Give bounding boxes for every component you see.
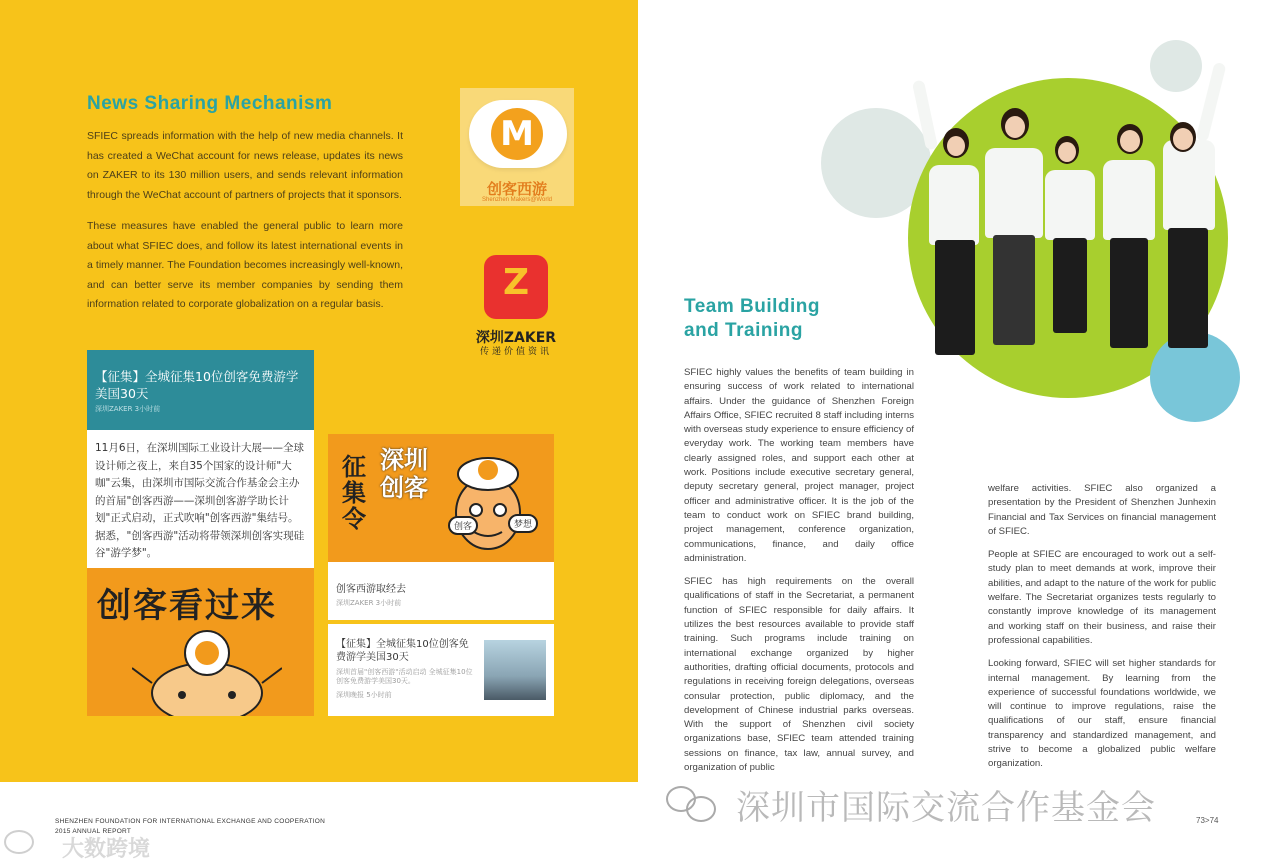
m-logo-icon: M xyxy=(491,108,543,160)
cartoon-maker-illustration xyxy=(438,448,548,553)
poster-badge-dream: 梦想 xyxy=(508,514,538,533)
list-item-meta: 深圳ZAKER 3小时前 xyxy=(336,599,402,607)
team-building-title xyxy=(684,295,820,343)
team-building-col2 xyxy=(988,482,1216,781)
team-building-title-line1: Team Building xyxy=(684,296,820,317)
team-building-col2-para3: Looking forward, SFIEC will set higher standards for internal management. By learning from the experience of successful foundations worldwide, we will continue to improve regulations, raise the qualifications of our staff, ensure financial transparency and standardized management, and strive to become a globalized public welfare organization. xyxy=(988,658,1216,770)
brand-watermark: 大数跨境 xyxy=(62,837,151,862)
news-sharing-para1: SFIEC spreads information with the help of new media channels. It has created a WeChat account for news release, updates its news on ZAKER to its 130 million users, and sends relevant information through the WeChat account of partners of projects that it sponsors. xyxy=(87,130,403,201)
poster-call-text-b: 深圳创客 xyxy=(380,446,428,502)
list-item-title: 创客西游取经去 xyxy=(336,584,406,595)
news-sharing-para2: These measures have enabled the general public to learn more about what SFIEC does, and follow its latest international events in a timely manner. The Foundation becomes increasingly well-known, and can better serve its member companies by sending them information related to corporate globalization on a regular basis. xyxy=(87,220,403,310)
list-item-meta: 深圳晚报 5小时前 xyxy=(336,691,392,699)
zaker-logo-tagline: 传递价值资讯 xyxy=(479,347,552,357)
list-item-title: 【征集】全城征集10位创客免费游学美国30天 xyxy=(336,639,469,663)
team-building-col2-para1: welfare activities. SFIEC also organized a presentation by the President of Shenzhen Junhexin Financial and Tax Services on financial management of SFIEC. xyxy=(988,483,1216,537)
makers-world-name-cn: 创客西游 xyxy=(486,180,547,198)
footer-report: 2015 ANNUAL REPORT xyxy=(55,828,132,835)
team-building-col1-para1: SFIEC highly values the benefits of team building in ensuring success of work related to international affairs. Under the guidance of Shenzhen Foreign Affairs Office, SFIEC recruited 8 staff including interns with overseas study experience to ensure efficiency of everyday work. The working team members have clearly assigned roles, and support each other at work. Positions include executive secretary general, deputy secretary general, project manager, project officer and administrative officer. It is the job of the team to conduct work on SFIEC brand building, project management, conference organization, communications, finance, and daily office administration. xyxy=(684,367,914,564)
wechat-icon xyxy=(662,782,732,828)
news-sharing-body xyxy=(87,127,403,327)
list-item-snippet: 深圳首届"创客西游"活动启动 全城征集10位创客免费游学美国30天。 xyxy=(336,668,473,685)
footer-organization: SHENZHEN FOUNDATION FOR INTERNATIONAL EXCHANGE AND COOPERATION xyxy=(55,818,326,825)
list-item[interactable] xyxy=(328,562,554,620)
team-building-col1 xyxy=(684,366,914,784)
post-body-text: 11月6日，在深圳国际工业设计大展——全球设计师之夜上，来自35个国家的设计师"大咖"云集，由深圳市国际交流合作基金会主办的首届"创客西游——深圳创客游学助长计划"正式启动，正式吹响"创客西游"集结号。据悉，"创客西游"活动将带领深圳创客实现硅谷"游学梦"。 xyxy=(95,442,305,559)
meeting-photo-thumbnail xyxy=(484,640,546,700)
zaker-logo-name: 深圳ZAKER xyxy=(475,330,557,346)
makers-world-name-en: Shenzhen Makers@World xyxy=(481,197,552,203)
team-building-col1-para2: SFIEC has high requirements on the overall qualifications of staff in the Secretariat, a permanent function of SFIEC responsible for daily affairs. It utilizes the best resources available to provide staff training. Such programs include training on international exchange organized by higher authorities, drafting official documents, protocols and regulations in receiving foreign delegations, overseas consular protection, public diplomacy, and the development of Chinese industrial parks overseas. With the support of Shenzhen civil society organizations base, SFIEC team attended training sessions on finance, tax law, annual survey, and organization of public xyxy=(684,576,914,774)
post-title: 【征集】全城征集10位创客免费游学美国30天 xyxy=(95,369,299,401)
post-meta: 深圳ZAKER 3小时前 xyxy=(95,405,161,413)
team-photo xyxy=(905,60,1245,370)
wechat-account-watermark: 深圳市国际交流合作基金会 xyxy=(736,788,1156,828)
poster-makers-look xyxy=(87,568,314,716)
team-building-title-line2: and Training xyxy=(684,320,803,341)
zaker-logo-letter: Z xyxy=(502,262,530,303)
news-sharing-title: News Sharing Mechanism xyxy=(87,93,333,114)
poster-makers-look-text: 创客看过来 xyxy=(97,586,277,626)
poster-badge-makers: 创客 xyxy=(448,516,478,535)
poster-makers-call xyxy=(328,434,554,562)
page-number: 73>74 xyxy=(1196,816,1219,825)
poster-call-text-a: 征集令 xyxy=(342,453,366,533)
cartoon-robot-illustration xyxy=(132,623,282,716)
brand-logo-icon xyxy=(4,830,34,854)
team-building-col2-para2: People at SFIEC are encouraged to work out a self-study plan to meet demands at work, improve their abilities, and adapt to the nature of the work for public welfare. The Secretariat organizes tests regularly to constantly improve knowledge of its management and working staff on their business, and raise their professional capabilities. xyxy=(988,549,1216,646)
